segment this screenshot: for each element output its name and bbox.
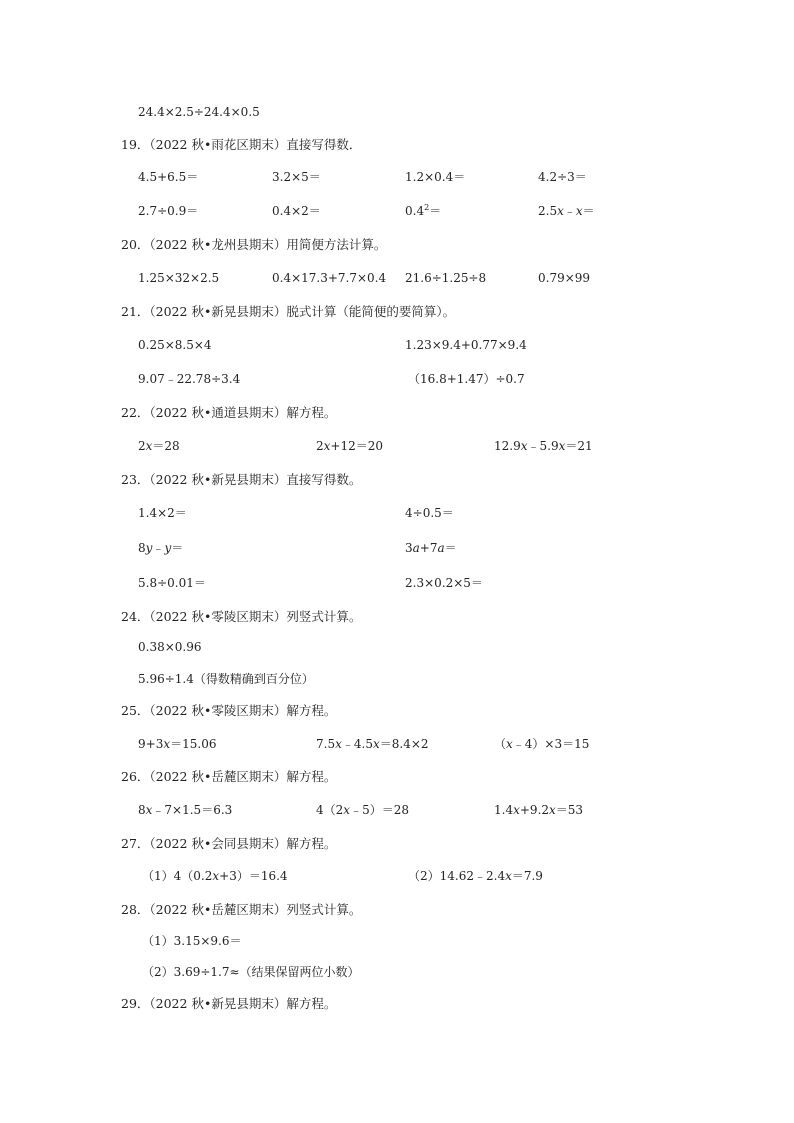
- q19-item: 1.2×0.4＝: [405, 170, 466, 184]
- q21-item: 0.25×8.5×4: [138, 338, 212, 352]
- q22-equation: 12.9x﹣5.9x＝21: [494, 439, 593, 453]
- q26-equation: 4（2x﹣5）＝28: [316, 803, 409, 817]
- question-22-header: 22．（2022 秋•通道县期末）解方程。: [121, 405, 337, 420]
- q23-item: 2.3×0.2×5＝: [405, 576, 483, 590]
- question-20-header: 20．（2022 秋•龙州县期末）用简便方法计算。: [121, 237, 387, 252]
- q20-item: 0.4×17.3+7.7×0.4: [272, 271, 387, 285]
- question-21-header: 21．（2022 秋•新晃县期末）脱式计算（能简便的要简算）。: [121, 304, 456, 319]
- q21-item: 1.23×9.4+0.77×9.4: [405, 338, 527, 352]
- expression: 24.4×2.5÷24.4×0.5: [138, 105, 260, 119]
- q20-item: 21.6÷1.25÷8: [405, 271, 487, 285]
- q23-item: 3a+7a＝: [405, 541, 457, 555]
- q19-item-power: $0.4^2=$: [405, 203, 442, 218]
- q27-equation: （1）4（0.2x+3）＝16.4: [142, 869, 288, 883]
- q24-item: 5.96÷1.4（得数精确到百分位）: [138, 672, 314, 686]
- q28-item: （1）3.15×9.6＝: [142, 934, 242, 948]
- q25-equation: 9+3x＝15.06: [138, 737, 217, 751]
- q19-item: 0.4×2＝: [272, 204, 321, 218]
- q20-item: 1.25×32×2.5: [138, 271, 220, 285]
- q27-equation: （2）14.62﹣2.4x＝7.9: [408, 869, 543, 883]
- question-26-header: 26．（2022 秋•岳麓区期末）解方程。: [121, 769, 337, 784]
- question-25-header: 25．（2022 秋•零陵区期末）解方程。: [121, 703, 337, 718]
- q22-equation: 2x＝28: [138, 439, 180, 453]
- q19-item: 4.2÷3＝: [538, 170, 587, 184]
- q21-item: 9.07﹣22.78÷3.4: [138, 372, 241, 386]
- question-27-header: 27．（2022 秋•会同县期末）解方程。: [121, 836, 337, 851]
- q28-item: （2）3.69÷1.7≈（结果保留两位小数）: [142, 965, 360, 979]
- q26-equation: 1.4x+9.2x＝53: [494, 803, 584, 817]
- q21-item: （16.8+1.47）÷0.7: [408, 372, 525, 386]
- question-28-header: 28．（2022 秋•岳麓区期末）列竖式计算。: [121, 902, 362, 917]
- q22-equation: 2x+12＝20: [316, 439, 384, 453]
- question-29-header: 29．（2022 秋•新晃县期末）解方程。: [121, 996, 337, 1011]
- question-24-header: 24．（2022 秋•零陵区期末）列竖式计算。: [121, 609, 362, 624]
- q19-item: 2.7÷0.9＝: [138, 204, 199, 218]
- q25-equation: （x﹣4）×3＝15: [494, 737, 590, 751]
- q19-item: 3.2×5＝: [272, 170, 321, 184]
- q19-item: 4.5+6.5＝: [138, 170, 199, 184]
- q23-item: 1.4×2＝: [138, 506, 187, 520]
- q24-item: 0.38×0.96: [138, 640, 202, 654]
- q25-equation: 7.5x﹣4.5x＝8.4×2: [316, 737, 429, 751]
- q23-item: 4÷0.5＝: [405, 506, 454, 520]
- q26-equation: 8x﹣7×1.5＝6.3: [138, 803, 233, 817]
- question-19-header: 19．（2022 秋•雨花区期末）直接写得数．: [121, 137, 362, 152]
- q20-item: 0.79×99: [538, 271, 591, 285]
- q23-item: 8y﹣y＝: [138, 541, 184, 555]
- q19-item: 2.5x﹣x＝: [538, 204, 595, 218]
- q23-item: 5.8÷0.01＝: [138, 576, 206, 590]
- question-23-header: 23．（2022 秋•新晃县期末）直接写得数。: [121, 472, 362, 487]
